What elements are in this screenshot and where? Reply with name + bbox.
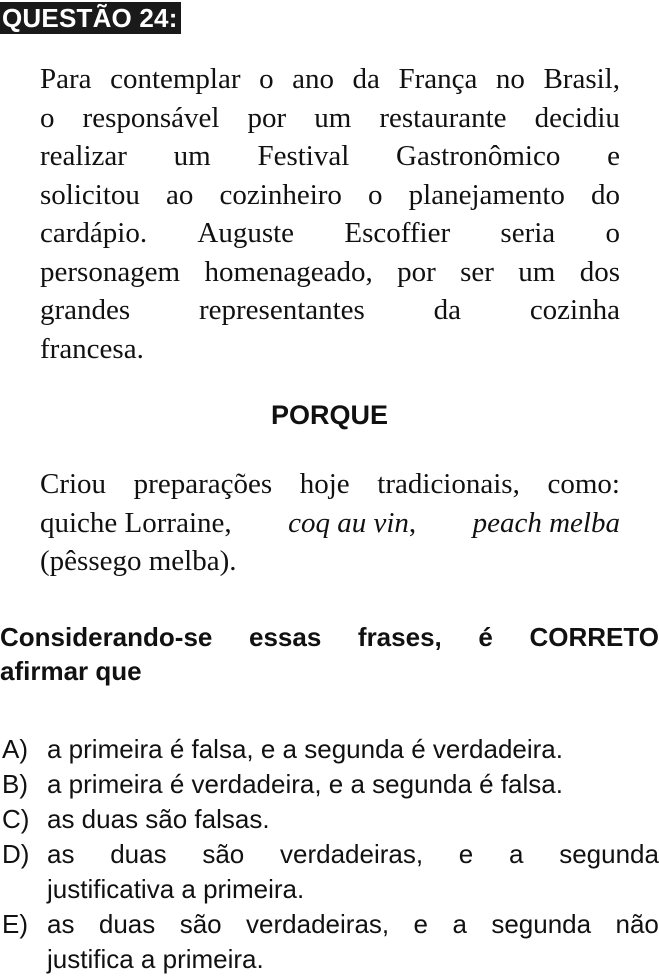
word: a <box>452 909 467 939</box>
premise-text <box>40 60 620 368</box>
word: decidiu <box>534 101 620 134</box>
question-prompt <box>0 620 659 688</box>
word: são <box>202 839 245 869</box>
word: ser <box>460 255 494 288</box>
option-c[interactable] <box>0 802 659 837</box>
word: como: <box>547 468 620 500</box>
word: Auguste <box>197 217 295 249</box>
option-text: as duas são falsas. <box>47 804 270 834</box>
word: tradicionais, <box>377 468 520 500</box>
answer-options <box>0 732 659 977</box>
word: verdadeiras, <box>246 909 390 939</box>
word: no <box>495 63 525 95</box>
word: ano <box>292 63 334 95</box>
word: da <box>352 63 380 95</box>
option-text-line-2: justifica a primeira. <box>47 944 264 974</box>
word: homenageado, <box>204 255 373 288</box>
word: é <box>478 622 493 652</box>
word: Escoffier <box>344 217 451 249</box>
option-e[interactable] <box>0 907 659 977</box>
option-text-line-1 <box>47 907 659 942</box>
connector-porque: PORQUE <box>270 400 389 430</box>
option-a[interactable] <box>0 732 659 767</box>
word: e <box>607 140 620 172</box>
premise-line-2 <box>40 99 620 138</box>
word: duas <box>110 839 167 869</box>
word: responsável <box>82 101 220 134</box>
premise-line-3 <box>40 137 620 176</box>
premise-line-1 <box>40 60 620 99</box>
premise-line-5 <box>40 214 620 253</box>
word: duas <box>98 909 156 939</box>
word: o <box>259 63 274 95</box>
word: são <box>179 909 222 939</box>
word: ao <box>166 178 194 211</box>
premise-line-4 <box>40 176 620 215</box>
word: dos <box>579 255 620 288</box>
word: cardápio. <box>40 217 148 249</box>
reason-line-1 <box>40 465 620 504</box>
word: frases, <box>357 622 442 652</box>
word: um <box>314 101 352 134</box>
option-d[interactable] <box>0 837 659 907</box>
word: realizar <box>40 140 127 172</box>
word: um <box>173 140 211 172</box>
word: CORRETO <box>529 622 659 652</box>
prompt-line-1 <box>0 620 659 654</box>
word: contemplar <box>110 63 241 95</box>
premise-line-8: francesa. <box>40 332 144 365</box>
word: grandes <box>40 294 131 326</box>
option-letter: E) <box>2 909 28 939</box>
word: por <box>247 101 287 134</box>
word: Para <box>40 63 92 95</box>
premise-line-7 <box>40 291 620 330</box>
word: Considerando-se <box>0 622 213 652</box>
word: essas <box>248 622 322 652</box>
word: o <box>605 217 620 249</box>
word: Brasil, <box>543 63 620 95</box>
word: e <box>413 909 429 939</box>
word: personagem <box>40 255 181 288</box>
word: por <box>397 255 436 288</box>
word: o <box>40 101 55 134</box>
word: não <box>615 909 659 939</box>
option-letter: B) <box>2 769 28 799</box>
premise-line-6 <box>40 253 620 292</box>
word: Criou <box>40 468 107 500</box>
word: representantes <box>198 294 365 326</box>
word: e <box>458 839 474 869</box>
word: Festival <box>257 140 350 172</box>
reason-text <box>40 465 620 581</box>
word: França <box>398 63 478 95</box>
word: verdadeiras, <box>279 839 424 869</box>
word: cozinha <box>529 294 620 326</box>
question-title: QUESTÃO 24: <box>0 2 181 34</box>
word: seria <box>500 217 556 249</box>
option-text: a primeira é falsa, e a segunda é verdadeira. <box>47 734 563 764</box>
word: hoje <box>299 468 350 500</box>
option-letter: A) <box>2 734 28 764</box>
reason-line-2 <box>40 504 620 543</box>
word: um <box>518 255 556 288</box>
prompt-line-2: afirmar que <box>0 656 142 686</box>
word: a <box>509 839 524 869</box>
word: o <box>368 178 383 211</box>
word: solicitou <box>40 178 140 211</box>
word: cozinheiro <box>219 178 342 211</box>
word: segunda <box>491 909 592 939</box>
option-letter: C) <box>2 804 30 834</box>
word: as <box>47 839 75 869</box>
word: restaurante <box>379 101 507 134</box>
reason-line-3: (pêssego melba). <box>40 545 237 577</box>
option-text-line-2: justificativa a primeira. <box>47 874 305 904</box>
reason-dish-coq-au-vin: coq au vin, <box>288 506 417 539</box>
option-text-line-1 <box>47 837 659 872</box>
word: planejamento <box>408 178 565 211</box>
option-b[interactable] <box>0 767 659 802</box>
option-letter: D) <box>2 839 30 869</box>
word: do <box>591 178 620 211</box>
reason-dish-peach-melba: peach melba <box>472 506 620 539</box>
reason-text-plain: quiche Lorraine, <box>40 506 232 539</box>
option-text: a primeira é verdadeira, e a segunda é falsa. <box>47 769 563 799</box>
word: segunda <box>559 839 659 869</box>
word: Gastronômico <box>396 140 561 172</box>
word: as <box>47 909 75 939</box>
word: da <box>433 294 462 326</box>
word: preparações <box>133 468 273 500</box>
